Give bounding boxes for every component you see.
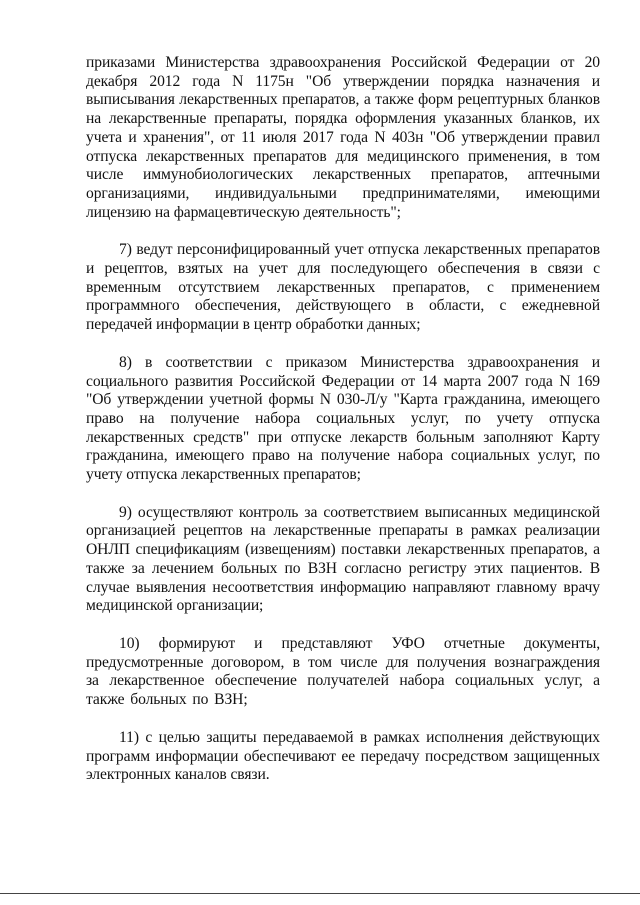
paragraph-item-11: 11) с целью защиты передаваемой в рамках исполнения действующих программ информации обеспечивают ее передачу посредством защищенных электронных каналов связи. (86, 728, 600, 784)
paragraph-item-7: 7) ведут персонифицированный учет отпуска лекарственных препаратов и рецептов, взятых на учет для последующего обеспечения в связи с временным отсутствием лекарственных препаратов, с применением программного обеспечения, действующего в области, с ежедневной передачей информации в центр обработки данных; (86, 241, 600, 334)
paragraph-item-8: 8) в соответствии с приказом Министерства здравоохранения и социального развития Российской Федерации от 14 марта 2007 года N 169 "Об утверждении учетной формы N 030-Л/у "Карта гражданина, имеющего право на получение набора социальных услуг, по учету отпуска лекарственных средств" при отпуске лекарств больным заполняют Карту гражданина, имеющего право на получение набора социальных услуг, по учету отпуска лекарственных препаратов; (86, 353, 600, 484)
footer-divider (0, 893, 640, 894)
paragraph-item-9: 9) осуществляют контроль за соответствием выписанных медицинской организацией рецептов на лекарственные препараты в рамках реализации ОНЛП спецификациям (извещениям) поставки лекарственных препаратов, а также за лечением больных по ВЗН согласно регистру этих пациентов. В случае выявления несоответствия информацию направляют главному врачу медицинской организации; (86, 503, 600, 615)
paragraph-continuation: приказами Министерства здравоохранения Российской Федерации от 20 декабря 2012 года N 1175н "Об утверждении порядка назначения и выписывания лекарственных препаратов, а также форм рецептурных бланков на лекарственные препараты, порядка оформления указанных бланков, их учета и хранения", от 11 июля 2017 года N 403н "Об утверждении правил отпуска лекарственных препаратов для медицинского применения, в том числе иммунобиологических лекарственных препаратов, аптечными организациями, индивидуальными предпринимателями, имеющими лицензию на фармацевтическую деятельность"; (86, 54, 600, 221)
document-page (86, 54, 600, 804)
paragraph-item-10: 10) формируют и представляют УФО отчетные документы, предусмотренные договором, в том числе для получения вознаграждения за лекарственное обеспечение получателей набора социальных услуг, а также больных по ВЗН; (86, 634, 600, 709)
